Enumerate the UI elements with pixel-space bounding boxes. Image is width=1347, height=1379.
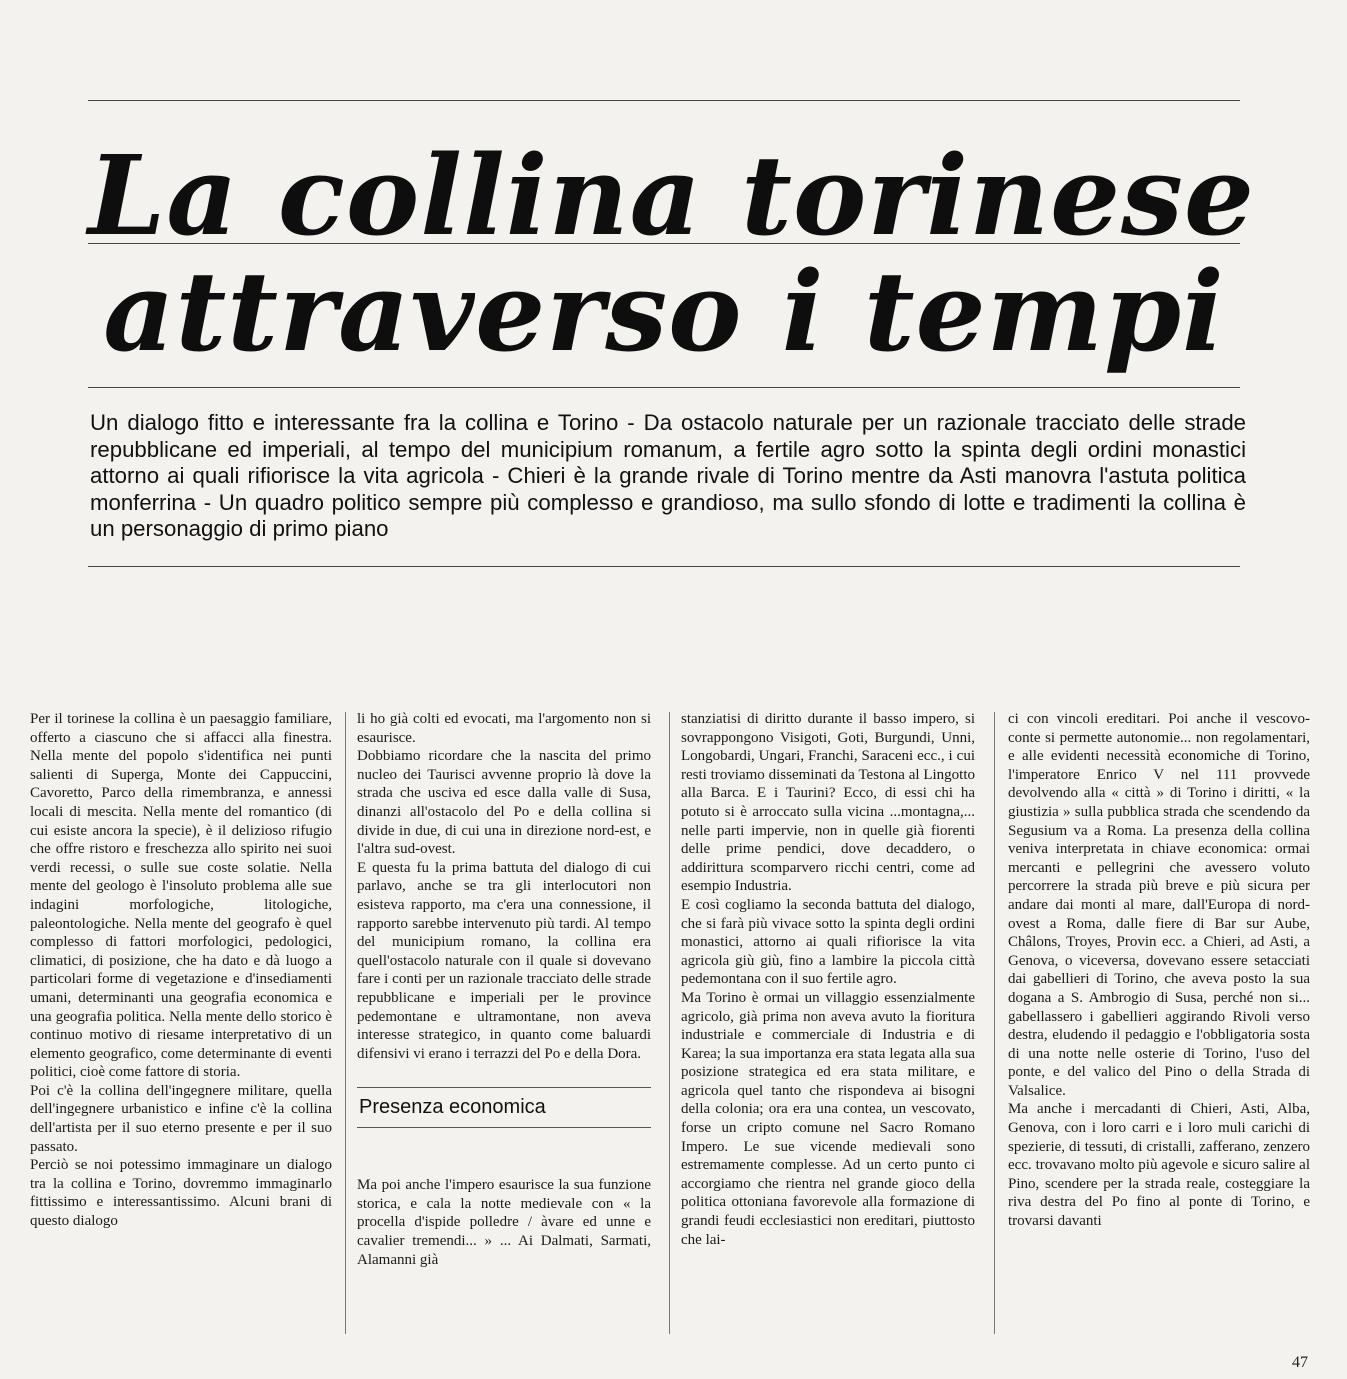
text-column-3 xyxy=(681,710,975,1330)
headline-divider xyxy=(88,243,1240,244)
text-column-4 xyxy=(1008,710,1310,1330)
column-divider xyxy=(669,712,670,1334)
body-paragraph: Ma poi anche l'impero esaurisce la sua funzione storica, e cala la notte medievale con « la procella d'ispide polledre / àvare ed unne e cavalier tremendi... » ... Ai Dalmati, Sarmati, Alamanni già xyxy=(357,1177,651,1268)
body-paragraph: Dobbiamo ricordare che la nascita del primo nucleo dei Taurisci avvenne proprio là dove la strada che usciva ed esce dalla valle di Susa, dinanzi all'ostacolo del Po e della collina si divide in due, di cui una in direzione nord-est, e l'altra sud-ovest. xyxy=(357,748,651,858)
body-paragraph: Poi c'è la collina dell'ingegnere militare, quella dell'ingegnere urbanistico e infine c'è la collina dell'artista per il suo eterno presente e per il suo passato. xyxy=(30,1082,332,1155)
headline-bottom-rule xyxy=(88,387,1240,388)
headline-line-1: La collina torinese xyxy=(88,131,1255,260)
body-paragraph: li ho già colti ed evocati, ma l'argomento non si esaurisce. xyxy=(357,711,651,746)
top-rule xyxy=(88,100,1240,101)
column-divider xyxy=(345,712,346,1334)
section-heading: Presenza economica xyxy=(357,1087,651,1128)
text-column-2 xyxy=(357,710,651,1330)
page-number: 47 xyxy=(1292,1354,1308,1371)
body-paragraph: E questa fu la prima battuta del dialogo di cui parlavo, anche se tra gli interlocutori non esisteva rapporto, ma c'era una connessione, il rapporto sarebbe intervenuto più tardi. Al tempo del municipium romano, la collina era quell'ostacolo naturale con il quale si dovevano fare i conti per un razionale tracciato delle strade repubblicane e imperiali per le province pedemontane e ultramontane, non aveva interesse strategico, in quanto come baluardi difensivi vi erano i terrazzi del Po e della Dora. xyxy=(357,859,651,1062)
headline-line-2: attraverso i tempi xyxy=(103,247,1225,376)
lede-bottom-rule xyxy=(88,566,1240,567)
body-paragraph: ci con vincoli ereditari. Poi anche il vescovo-conte si permette autonomie... non regolamentari, e alle evidenti necessità economiche di Torino, l'imperatore Enrico V nel 111 provvede devolvendo alla « città » di Torino i diritti, « la giustizia » sulla pubblica strada che scendendo da Segusium va a Roma. La presenza della collina veniva interpretata in chiave economica: ormai mercanti e pellegrini che avessero voluto percorrere la strada più breve e più sicura per andare dai monti al mare, dall'Europa di nord-ovest a Roma, dalle fiere di Bar sur Aube, Châlons, Troyes, Provin ecc. a Chieri, ad Asti, a Genova, o viceversa, dovevano essere setacciati dai gabellieri di Torino, che aveva posto la sua dogana a S. Ambrogio di Susa, perché non si... gabellassero i gabellieri aggirando Rivoli verso destra, eludendo il pedaggio e l'obbligatoria sosta di una notte nelle osterie di Torino, l'uso del ponte, e del valico del Pino o della Strada di Valsalice. xyxy=(1008,711,1310,1099)
body-paragraph: E così cogliamo la seconda battuta del dialogo, che si farà più vivace sotto la spinta degli ordini monastici, attorno ai quali rifiorisce la vita agricola giù giù, fino a lambire la piccola città pedemontana con il suo fertile agro. xyxy=(681,896,975,988)
body-paragraph: Ma Torino è ormai un villaggio essenzialmente agricolo, già prima non aveva avuto la fioritura industriale e commerciale di Industria e di Karea; la sua importanza era stata legata alla sua posizione strategica ed era stata militare, e agricola quel tanto che rispondeva ai bisogni della colonia; ora era una contea, un vescovato, forse un cripto comune nel Sacro Romano Impero. Le sue vicende medievali sono estremamente complesse. Ad un certo punto ci accorgiamo che rientra nel grande gioco della politica ottoniana favorevole alla formazione di grandi feudi ecclesiastici non ereditari, piuttosto che lai- xyxy=(681,989,975,1248)
body-paragraph: stanziatisi di diritto durante il basso impero, si sovrappongono Visigoti, Goti, Burgundi, Unni, Longobardi, Ungari, Franchi, Saraceni ecc., i cui resti troviamo disseminati da Testona al Lingotto alla Barca. E i Taurini? Ecco, di essi chi ha potuto si è arroccato sulla vicina ...montagna,... nelle parti impervie, non in quelle già fiorenti delle prime pendici, dove decaddero, o addirittura scomparvero ricchi centri, come ad esempio Industria. xyxy=(681,711,975,895)
body-paragraph: Perciò se noi potessimo immaginare un dialogo tra la collina e Torino, dovremmo immaginarlo fittissimo e interessantissimo. Alcuni brani di questo dialogo xyxy=(30,1157,332,1230)
body-paragraph: Ma anche i mercadanti di Chieri, Asti, Alba, Genova, con i loro carri e i loro muli carichi di spezierie, di tessuti, di cristalli, zafferano, zenzero ecc. trovavano molto più agevole e sicuro salire al Pino, scendere per la strada reale, costeggiare la riva destra del Po fino al ponte di Torino, e trovarsi davanti xyxy=(1008,1101,1310,1230)
lede-paragraph: Un dialogo fitto e interessante fra la collina e Torino - Da ostacolo naturale per un razionale tracciato delle strade repubblicane ed imperiali, al tempo del municipium romanum, a fertile agro sotto la spinta degli ordini monastici attorno ai quali rifiorisce la vita agricola - Chieri è la grande rivale di Torino mentre da Asti manovra l'astuta politica monferrina - Un quadro politico sempre più complesso e grandioso, ma sullo sfondo di lotte e tradimenti la collina è un personaggio di primo piano xyxy=(90,410,1246,542)
body-paragraph: Per il torinese la collina è un paesaggio familiare, offerto a ciascuno che si affacci alla finestra. Nella mente del popolo s'identifica nei punti salienti di Superga, Monte dei Cappuccini, Cavoretto, Parco della rimembranza, e annessi locali di mescita. Nella mente del romantico (di cui esiste ancora la specie), è il delizioso rifugio che offre ristoro e freschezza allo spirito nei suoi verdi recessi, o sulle sue coste solatie. Nella mente del geologo è l'insoluto problema alle sue indagini morfologiche, litologiche, paleontologiche. Nella mente del geografo è quel complesso di fattori morfologici, pedologici, climatici, di posizione, che ha dato e dà luogo a particolari forme di vegetazione e d'insediamenti umani, determinanti una geografia economica e una geografia politica. Nella mente dello storico è continuo motivo di riesame interpretativo di un elemento geografico, come determinante di eventi politici, cioè come fattore di storia. xyxy=(30,711,332,1081)
text-column-1 xyxy=(30,710,332,1330)
column-divider xyxy=(994,712,995,1334)
